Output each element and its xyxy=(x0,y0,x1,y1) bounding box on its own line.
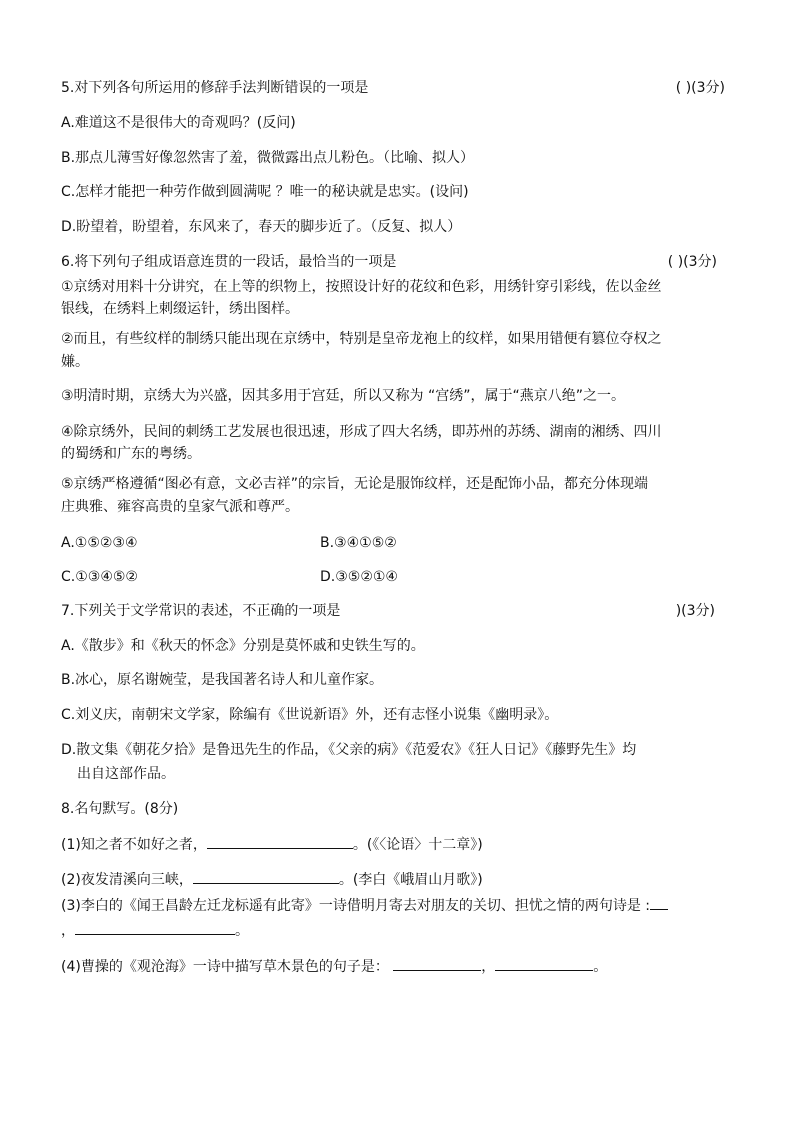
q6-score: ( )(3分) xyxy=(667,254,717,270)
q8-item-3 xyxy=(61,895,731,916)
q8-stem: 8.名句默写。(8分) xyxy=(61,801,179,817)
q8-item-4-end: 。 xyxy=(593,959,608,975)
q6-sentence-1: ①京绣对用料十分讲究，在上等的织物上，按照设计好的花纹和色彩，用绣针穿引彩线，佐以金丝 xyxy=(61,279,662,295)
q8-item-2 xyxy=(61,869,731,890)
q7-stem-text: 7.下列关于文学常识的表述，不正确的一项是 xyxy=(61,603,341,619)
q5-stem-text: 5.对下列各句所运用的修辞手法判断错误的一项是 xyxy=(61,80,369,96)
q6-option-d: D.③⑤②①④ xyxy=(320,569,398,585)
q7-option-c: C.刘义庆，南朝宋文学家，除编有《世说新语》外，还有志怪小说集《幽明录》。 xyxy=(61,707,559,723)
q7-option-a: A.《散步》和《秋天的怀念》分别是莫怀戚和史铁生写的。 xyxy=(61,638,425,654)
q8-item-4-comma: ， xyxy=(481,959,496,975)
q8-item-1-answer-blank[interactable] xyxy=(207,834,353,849)
q5-option-b: B.那点儿薄雪好像忽然害了羞，微微露出点儿粉色。（比喻、拟人） xyxy=(61,150,475,166)
q8-item-3-cont xyxy=(61,920,731,941)
q8-item-4-answer-blank-2[interactable] xyxy=(495,956,593,971)
q5-option-d: D.盼望着，盼望着，东风来了，春天的脚步近了。（反复、拟人） xyxy=(61,219,462,235)
q6-stem-text: 6.将下列句子组成语意连贯的一段话，最恰当的一项是 xyxy=(61,254,397,270)
q8-item-4 xyxy=(61,956,731,977)
q8-item-2-source: 。(李白《峨眉山月歌》) xyxy=(338,872,483,888)
q5-option-c: C.怎样才能把一种劳作做到圆满呢 ？唯一的秘诀就是忠实。(设问) xyxy=(61,184,469,200)
q6-sentence-2: ②而且，有些纹样的制绣只能出现在京绣中，特别是皇帝龙袍上的纹样，如果用错便有篡位夺权之 xyxy=(61,331,662,347)
q7-stem xyxy=(61,601,731,621)
q7-option-d: D.散文集《朝花夕拾》是鲁迅先生的作品，《父亲的病》《范爱农》《狂人日记》《藤野先生》均 xyxy=(61,742,637,758)
q8-item-2-prompt: (2)夜发清溪向三峡， xyxy=(61,872,193,888)
q6-options-row-1 xyxy=(61,533,731,553)
q6-options-row-2 xyxy=(61,567,731,587)
q8-item-3-comma: ， xyxy=(61,923,75,939)
q6-sentence-4: ④除京绣外，民间的刺绣工艺发展也很迅速，形成了四大名绣，即苏州的苏绣、湖南的湘绣、四川 xyxy=(61,424,662,440)
q8-item-1 xyxy=(61,834,731,855)
q8-item-1-source: 。(《〈论语〉十二章》) xyxy=(352,837,483,853)
q7-option-b: B.冰心，原名谢婉莹，是我国著名诗人和儿童作家。 xyxy=(61,672,384,688)
q6-option-c: C.①③④⑤② xyxy=(61,569,138,585)
q8-item-2-answer-blank[interactable] xyxy=(193,869,339,884)
q6-option-a: A.①⑤②③④ xyxy=(61,535,138,551)
q8-item-4-prompt: (4)曹操的《观沧海》一诗中描写草木景色的句子是： xyxy=(61,959,389,975)
q5-score: ( )(3分) xyxy=(675,80,725,96)
q5-option-a: A.难道这不是很伟大的奇观吗？(反问) xyxy=(61,115,296,131)
q5-stem xyxy=(61,78,731,98)
q6-sentence-4-cont: 的蜀绣和广东的粤绣。 xyxy=(61,446,201,462)
q8-item-3-answer-blank-1[interactable] xyxy=(650,895,668,910)
q6-sentence-5-cont: 庄典雅、雍容高贵的皇家气派和尊严。 xyxy=(61,499,299,515)
q6-sentence-5: ⑤京绣严格遵循“图必有意，文必吉祥”的宗旨，无论是服饰纹样，还是配饰小品，都充分体现端 xyxy=(61,476,649,492)
q7-option-d-cont: 出自这部作品。 xyxy=(77,766,175,782)
q8-item-1-prompt: (1)知之者不如好之者， xyxy=(61,837,207,853)
q6-option-b: B.③④①⑤② xyxy=(320,535,397,551)
q6-stem xyxy=(61,252,731,272)
q8-item-3-end: 。 xyxy=(235,923,249,939)
q8-item-3-prompt: (3)李白的《闻王昌龄左迁龙标遥有此寄》一诗借明月寄去对朋友的关切、担忧之情的两句诗是 : xyxy=(61,898,650,914)
q8-item-4-answer-blank-1[interactable] xyxy=(393,956,481,971)
q8-item-3-answer-blank-2[interactable] xyxy=(75,920,235,935)
q7-score: )(3分) xyxy=(675,603,715,619)
q6-sentence-2-cont: 嫌。 xyxy=(61,354,89,370)
q6-sentence-1-cont: 银线，在绣料上刺缀运针，绣出图样。 xyxy=(61,301,299,317)
q6-sentence-3: ③明清时期，京绣大为兴盛，因其多用于宫廷，所以又称为 “宫绣”，属于“燕京八绝”之一。 xyxy=(61,388,626,404)
